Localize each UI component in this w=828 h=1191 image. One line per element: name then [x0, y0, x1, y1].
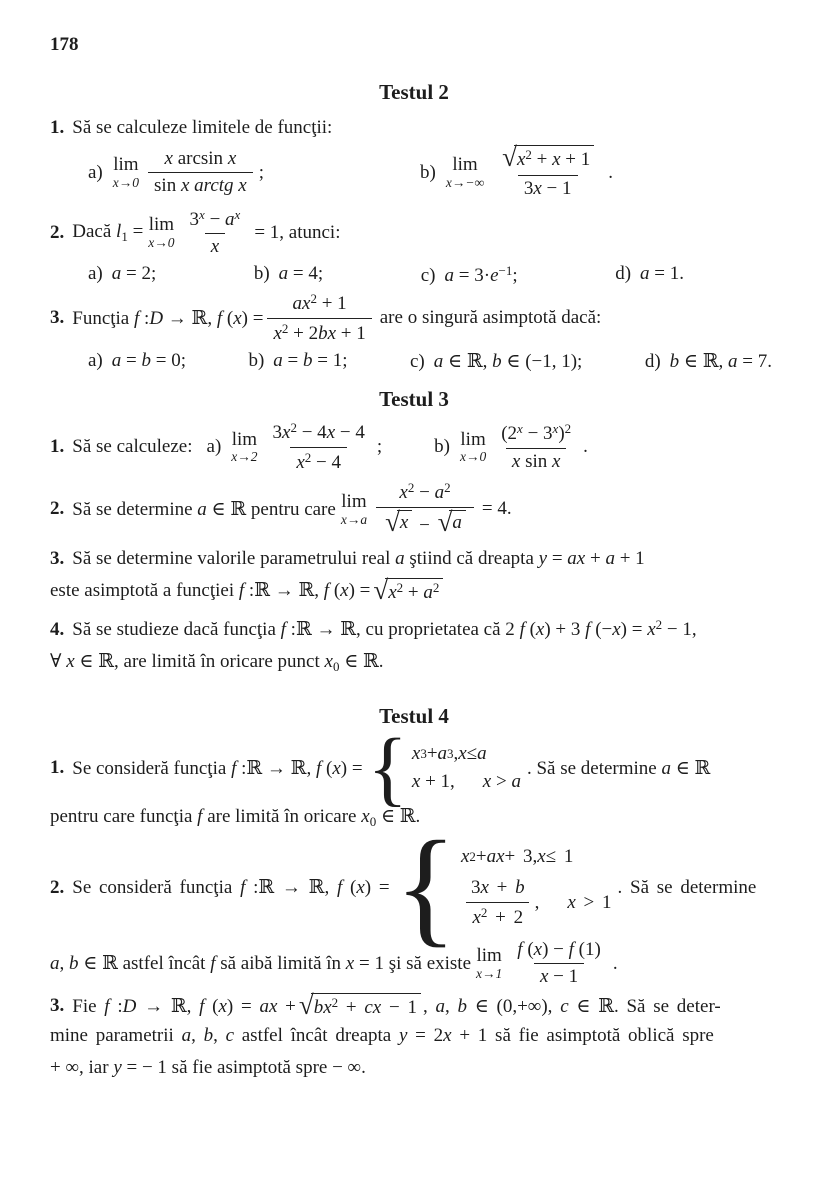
t3-q1a-formula: [207, 420, 383, 475]
option-a: [88, 263, 156, 287]
denominator: x − 1: [534, 963, 584, 989]
numerator: $x^2 - a^2$: [399, 480, 451, 504]
lim-word: lim: [460, 428, 486, 450]
option-label: d): [615, 263, 632, 285]
t2-q1a-formula: [88, 148, 264, 199]
piecewise-cases: [368, 737, 521, 800]
t3-q3-line2: [50, 578, 778, 604]
lim-word: lim: [231, 428, 258, 450]
fraction: [493, 145, 602, 201]
denominator: x: [205, 233, 225, 259]
t4-q3-line2: [50, 1021, 778, 1051]
question-text: + ∞, iar y = − 1 să fie asimptotă spre − ∞.: [50, 1057, 366, 1079]
t2-q3: [50, 291, 778, 346]
option-b: [248, 350, 347, 373]
limit-operator: [476, 946, 502, 981]
lim-word: lim: [148, 214, 175, 236]
lim-subscript: x→2: [231, 449, 258, 465]
fraction: [376, 480, 474, 538]
lim-word: lim: [452, 154, 478, 176]
limit-operator: [341, 492, 367, 527]
question-text: Să se determine valorile parametrului real a ştiind că dreapta y = ax + a + 1: [72, 547, 645, 569]
option-label: a): [88, 263, 103, 285]
question-text: Se consideră funcţia f :ℝ → ℝ, f (x) =: [72, 877, 390, 899]
option-value: b ∈ ℝ, a = 7.: [669, 350, 772, 372]
case-condition: x > a: [482, 771, 521, 793]
t2-q2-options: [88, 263, 684, 287]
test-3-title: Testul 3: [379, 386, 449, 411]
punctuation: ,: [534, 892, 540, 914]
question-text: Funcţia f :D → ℝ, f (x) =: [72, 307, 264, 329]
numerator: f (x) − f (1): [517, 938, 601, 960]
option-value: a ∈ ℝ, b ∈ (−1, 1);: [433, 350, 583, 372]
lim-word: lim: [341, 490, 367, 512]
option-b: [254, 263, 323, 287]
t4-q3-line1: [50, 993, 778, 1019]
item-number: 1.: [50, 117, 65, 138]
numerator: x arcsin x: [164, 147, 237, 169]
option-label: a): [88, 161, 103, 183]
t2-q2: [50, 207, 778, 260]
t2-q1-formulas: [50, 145, 778, 201]
radical: [385, 510, 412, 536]
denominator: $x^2 - 4$: [290, 447, 347, 475]
numerator: $3x^2 - 4x - 4$: [272, 419, 365, 443]
option-c: [410, 350, 582, 373]
option-d: [645, 350, 772, 373]
question-text: Să se calculeze limitele de funcţii:: [72, 117, 333, 138]
option-label: b): [434, 436, 450, 458]
t4-q1: [50, 737, 778, 800]
radicand: √ x: [397, 510, 412, 535]
fraction: [511, 939, 607, 990]
punctuation: .: [608, 161, 613, 183]
item-number: 3.: [50, 995, 65, 1017]
denominator: sin x arctg x: [148, 172, 253, 198]
item-number: 1.: [50, 757, 65, 779]
radical: [299, 993, 421, 1019]
option-value: a = 1.: [640, 263, 684, 285]
lim-subscript: x→−∞: [445, 175, 485, 191]
question-text: Dacă $l_1$ =: [72, 220, 144, 244]
question-text: , a, b ∈ (0,+∞), c ∈ ℝ. Să se deter-: [422, 995, 721, 1017]
item-number: 3.: [50, 547, 65, 569]
lim-subscript: x→0: [112, 175, 140, 191]
t4-q3-line3: [50, 1053, 778, 1083]
limit-operator: [460, 430, 486, 465]
fraction: [465, 877, 531, 930]
radical: [438, 510, 466, 536]
option-value: a = 4;: [278, 263, 324, 285]
lim-subscript: x→a: [340, 511, 368, 527]
lim-subscript: x→1: [476, 966, 503, 982]
numerator: $(2^x - 3^x)^2$: [501, 420, 572, 444]
option-d: [615, 263, 684, 287]
option-label: c): [410, 350, 425, 372]
punctuation: .: [583, 436, 588, 458]
item-number: 4.: [50, 618, 65, 640]
case-row: { x 3 + a 3 , x ≤ a: [411, 743, 487, 765]
punctuation: ;: [376, 436, 383, 458]
question-text: ∀ x ∈ ℝ, are limită în oricare punct $x_0$ ∈ ℝ.: [50, 650, 384, 674]
fraction: [148, 148, 253, 199]
page-number: 178: [50, 34, 79, 55]
fraction: [267, 291, 371, 346]
limit-operator: [148, 215, 174, 250]
option-value: a = 2;: [111, 263, 157, 285]
fraction: [267, 420, 371, 475]
limit-operator: [446, 155, 484, 190]
lim-word: lim: [113, 154, 139, 176]
t2-q1: [50, 113, 778, 143]
option-label: d): [644, 350, 661, 372]
test-2-title: Testul 2: [379, 80, 449, 104]
question-text: pentru care funcţia f are limită în oricare $x_0$ ∈ ℝ.: [50, 805, 421, 829]
question-text: a, b ∈ ℝ astfel încât f să aibă limită în x = 1 şi să existe: [50, 953, 472, 975]
radicand: √ $bx^2$ + cx − 1: [311, 993, 421, 1019]
lim-subscript: x→0: [148, 235, 175, 251]
option-label: b): [420, 161, 436, 183]
punctuation: ;: [258, 161, 265, 183]
question-text: Fie f :D → ℝ, f (x) = ax +: [72, 995, 296, 1017]
option-label: b): [253, 263, 270, 285]
item-number: 2.: [50, 876, 65, 898]
case-row: [412, 771, 521, 793]
denominator: $x^2 + 2$: [466, 902, 529, 930]
item-number: 3.: [50, 307, 65, 329]
option-value: $a = 3\cdot e^{-1}$;: [444, 263, 518, 287]
limit-operator: [113, 155, 139, 190]
test-4-title: Testul 4: [379, 703, 449, 728]
t4-q2: [50, 841, 778, 935]
option-label: c): [420, 265, 436, 287]
option-value: a = b = 1;: [273, 349, 348, 371]
question-text: = 4.: [481, 498, 512, 520]
item-number: 2.: [50, 498, 65, 520]
t3-q4-line1: [50, 610, 778, 645]
option-c: [421, 263, 518, 287]
question-text: . Să se determine: [617, 876, 757, 898]
lim-subscript: x→0: [459, 449, 487, 465]
radicand: √ $x^2 + x + 1$: [514, 145, 594, 172]
numerator: [493, 145, 602, 175]
t2-q3-options: [88, 350, 772, 373]
question-text: are o singură asimptotă dacă:: [379, 307, 602, 329]
numerator: 3x + b: [470, 876, 525, 898]
numerator: $ax^2 + 1$: [292, 291, 347, 315]
question-text: Să se determine a ∈ ℝ pentru care: [72, 498, 336, 520]
lim-word: lim: [476, 945, 502, 967]
t3-q1b-formula: [434, 421, 588, 474]
question-text: mine parametrii a, b, c astfel încât dreapta y = 2x + 1 să fie asimptotă oblică spre: [50, 1025, 714, 1047]
denominator: 3x − 1: [518, 175, 578, 201]
denominator: [376, 507, 474, 538]
question-text: Să se studieze dacă funcţia f :ℝ → ℝ, cu proprietatea că 2 f (x) + 3 f $(-x) = x^2 - 1$,: [72, 616, 697, 640]
item-number: 1.: [50, 436, 65, 458]
radicand: √ $x^2 + a^2$: [385, 578, 443, 604]
case-condition: x > 1: [567, 892, 612, 914]
option-a: [88, 350, 186, 373]
question-text: este asimptotă a funcţiei f :ℝ → ℝ, f (x) =: [50, 580, 371, 602]
radical: [373, 578, 443, 604]
fraction: [495, 421, 577, 474]
t3-q3-line1: [50, 544, 778, 574]
fraction: [184, 207, 247, 260]
denominator: $x^2 + 2bx + 1$: [267, 318, 371, 346]
t2-q1b-formula: [420, 145, 613, 201]
item-number: 2.: [50, 221, 65, 243]
punctuation: .: [612, 952, 618, 974]
t3-q4-line2: [50, 647, 778, 682]
question-text: Se consideră funcţia f :ℝ → ℝ, f (x) =: [72, 757, 363, 779]
minus-sign: −: [419, 515, 430, 537]
numerator: $3^x - a^x$: [189, 206, 241, 230]
limit-operator: [231, 430, 257, 465]
option-label: a): [206, 436, 222, 458]
option-label: b): [248, 349, 265, 371]
t3-q1: [50, 420, 778, 475]
case-expression: x + 1,: [411, 771, 455, 793]
case-row: [461, 877, 612, 930]
t3-q2: [50, 480, 778, 538]
radical: [502, 145, 594, 172]
option-value: a = b = 0;: [111, 349, 186, 371]
case-row: { x 2 + ax + 3, x ≤ 1: [460, 845, 574, 867]
question-text: Să se calculeze:: [72, 436, 193, 458]
denominator: x sin x: [506, 448, 567, 474]
question-text: = 1, atunci:: [254, 221, 341, 243]
piecewise-cases: [395, 841, 612, 935]
radicand: √ a: [449, 510, 466, 535]
question-text: . Să se determine a ∈ ℝ: [526, 757, 711, 779]
option-label: a): [88, 349, 103, 371]
